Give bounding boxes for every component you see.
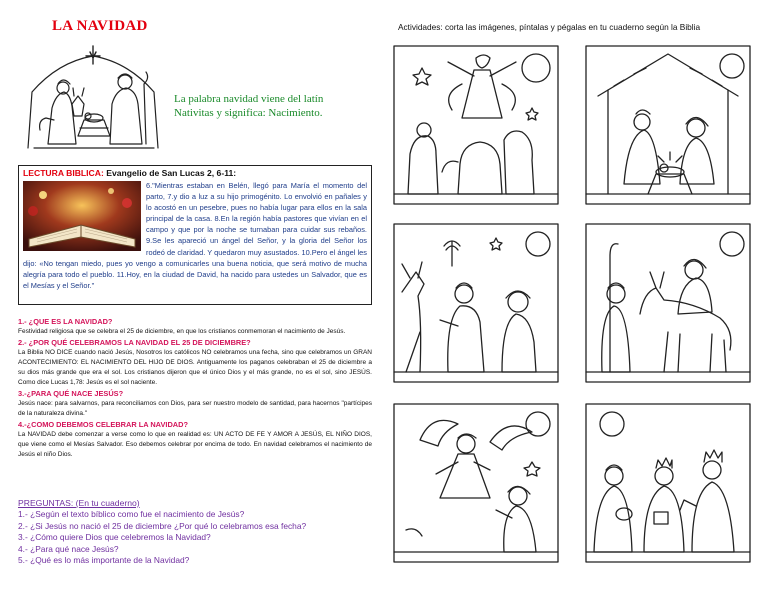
- bible-reading-box: [18, 165, 372, 305]
- mary-on-donkey-drawing: [584, 222, 752, 384]
- answer-text: Festividad religiosa que se celebra el 25 de diciembre, en que los cristianos conmemoran el nacimiento de Jesús.: [18, 328, 346, 335]
- reading-reference: Evangelio de San Lucas 2, 6-11:: [106, 168, 237, 178]
- homework-questions: [18, 497, 372, 567]
- answer-text: La NAVIDAD debe comenzar a verse como lo que en realidad es: UN ACTO DE FE Y AMOR A JESÚS, EL NIÑO DIOS, que viene como el Mesías Salvador. Eso debemos celebrar por encima de todo. En navidad celebramos el nacimiento de Jesús el niño Dios.: [18, 431, 372, 458]
- holy-family-manger-drawing: [584, 44, 752, 206]
- wise-men-offering-gifts-drawing: [584, 402, 752, 564]
- reading-label: LECTURA BIBLICA:: [23, 168, 104, 178]
- reading-header: [23, 168, 367, 179]
- open-bible-photo-icon: [23, 181, 141, 251]
- intro-text: La palabra navidad viene del latín Nativitas y significa: Nacimiento.: [174, 93, 324, 119]
- question-title: 3.-¿PARA QUÉ NACE JESÚS?: [18, 389, 124, 398]
- reading-text: 6."Mientras estaban en Belén, llegó para María el momento del parto, 7.y dio a luz a su hijo primogénito. Lo envolvió en pañales y lo acostó en un pesebre, pues no había lugar para ellos en la sala principal de la casa. 8.En la región había pastores que vivían en el campo y que por la noche se turnaban para cuidar sus rebaños. 9.Se les apareció un ángel del Señor, y la gloria del Señor los rodeó de claridad. Y quedaron muy asustados. 10.Pero el ángel les dijo: «No tengan miedo, pues yo vengo a comunicarles una buena noticia, que será motivo de mucha alegría para todo el pueblo. 11.Hoy, en la ciudad de David, ha nacido para ustedes un Salvador, que es el Mesías y el Señor.": [23, 181, 367, 290]
- questions-section: [18, 317, 372, 461]
- activities-instructions: Actividades: corta las imágenes, píntalas y pégalas en tu cuaderno según la Biblia: [398, 22, 701, 32]
- homework-item: 4.- ¿Para qué nace Jesús?: [18, 543, 119, 554]
- answer-text: Jesús nace: para salvarnos, para reconciliarnos con Dios, para ser nuestro modelo de santidad, para hacernos "partícipes de la naturaleza divina.": [18, 400, 372, 417]
- question-title: 1.- ¿QUE ES LA NAVIDAD?: [18, 317, 113, 326]
- homework-item: 5.- ¿Qué es lo más importante de la Navidad?: [18, 555, 190, 566]
- angel-appearing-to-mary-drawing: [392, 402, 560, 564]
- answer-text: La Biblia NO DICE cuando nació Jesús, Nosotros los católicos NO celebramos una fecha, sino que celebramos un GRAN ACONTECIMIENTO: EL NACIMIENTO DEL HIJO DE DIOS. Antiguamente los paganos celebraban el 25 de diciembre a su dios más grande que era el sol. Los cristianos dijeron que el único Dios y el más grande, no es el sol, sino JESÚS. Como dice Lucas 1,78: Jesús es el sol naciente.: [18, 349, 372, 386]
- homework-heading: PREGUNTAS: (En tu cuaderno): [18, 498, 140, 508]
- joseph-leading-donkey-drawing: [392, 222, 560, 384]
- page-title: LA NAVIDAD: [52, 18, 148, 34]
- angel-and-shepherds-drawing: [392, 44, 560, 206]
- nativity-scene-icon: [18, 44, 168, 156]
- homework-item: 1.- ¿Según el texto bíblico como fue el nacimiento de Jesús?: [18, 509, 245, 519]
- homework-item: 3.- ¿Cómo quiere Dios que celebremos la Navidad?: [18, 532, 211, 543]
- question-title: 4.-¿COMO DEBEMOS CELEBRAR LA NAVIDAD?: [18, 420, 188, 429]
- question-title: 2.- ¿POR QUÉ CELEBRAMOS LA NAVIDAD EL 25 DE DICIEMBRE?: [18, 338, 251, 347]
- homework-item: 2.- ¿Si Jesús no nació el 25 de diciembre ¿Por qué lo celebramos esa fecha?: [18, 520, 307, 531]
